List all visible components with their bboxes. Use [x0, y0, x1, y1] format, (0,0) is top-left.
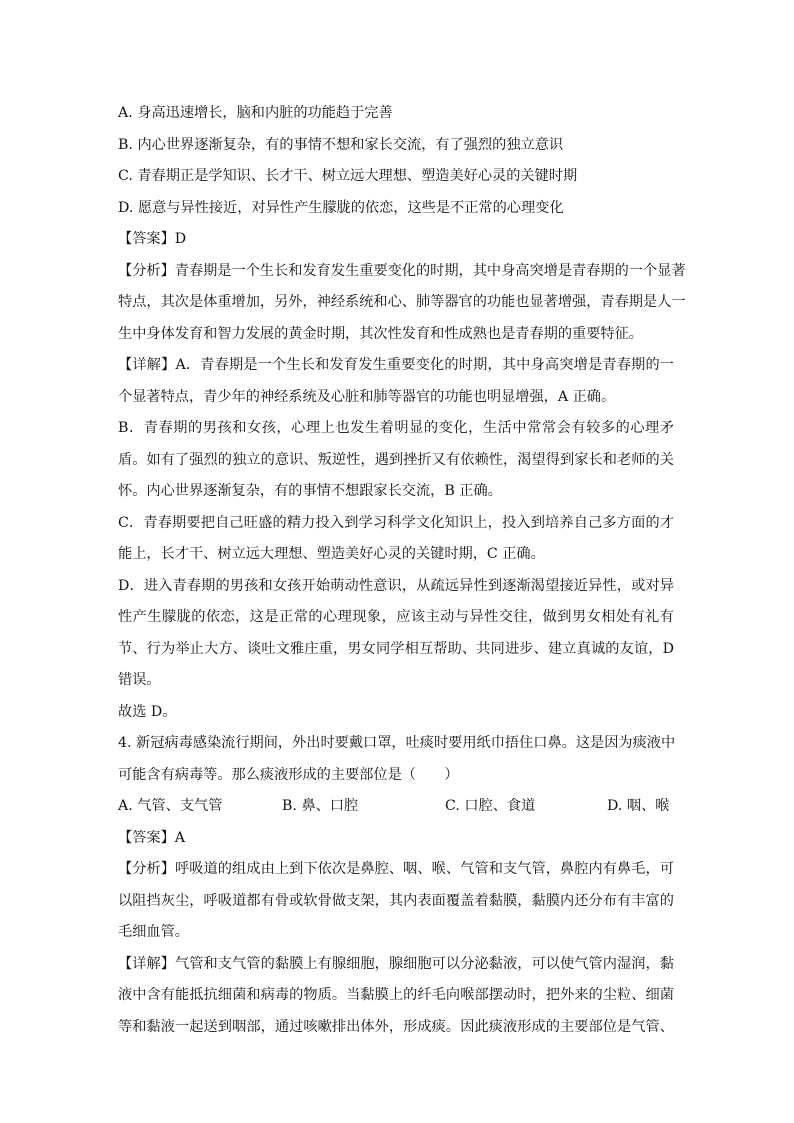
answer-value: A	[174, 830, 186, 846]
q3-conclusion: 故选 D。	[118, 704, 177, 720]
q3-option-b: B. 内心世界逐渐复杂，有的事情不想和家长交流，有了强烈的独立意识	[118, 137, 564, 153]
q4-analysis-line: 以阻挡灰尘，呼吸道都有骨或软骨做支架，其内表面覆盖着黏膜，黏膜内还分布有丰富的	[118, 893, 674, 909]
q4-detail-line: 等和黏液一起送到咽部，通过咳嗽排出体外，形成痰。因此痰液形成的主要部位是气管、	[118, 1019, 674, 1035]
q4-detail-line	[118, 954, 674, 974]
q3-detail-line: C．青春期要把自己旺盛的精力投入到学习科学文化知识上，投入到培养自己多方面的才	[118, 515, 674, 531]
q3-option-a: A. 身高迅速增长，脑和内脏的功能趋于完善	[118, 105, 393, 121]
q4-answer	[118, 828, 185, 848]
q3-detail-line: B．青春期的男孩和女孩，心理上也发生着明显的变化，生活中常常会有较多的心理矛	[118, 420, 674, 436]
q3-detail-line	[118, 355, 674, 375]
q3-answer	[118, 229, 186, 249]
q4-stem-line: 4. 新冠病毒感染流行期间，外出时要戴口罩，吐痰时要用纸巾捂住口鼻。这是因为痰液中	[118, 735, 676, 751]
answer-value: D	[174, 231, 187, 247]
detail-text: 气管和支气管的黏膜上有腺细胞，腺细胞可以分泌黏液，可以使气管内湿润，黏	[175, 956, 674, 972]
detail-label: 【详解】	[118, 357, 176, 373]
q3-detail-line: 盾。如有了强烈的独立的意识、叛逆性，遇到挫折又有依赖性，渴望得到家长和老师的关	[118, 452, 674, 468]
q4-detail-line: 液中含有能抵抗细菌和病毒的物质。当黏膜上的纤毛向喉部摆动时，把外来的尘粒、细菌	[118, 987, 674, 1003]
q3-option-c: C. 青春期正是学知识、长才干、树立远大理想、塑造美好心灵的关键时期	[118, 168, 578, 184]
q3-option-d: D. 愿意与异性接近，对异性产生朦胧的依恋，这些是不正常的心理变化	[118, 200, 564, 216]
answer-label: 【答案】	[118, 830, 175, 846]
answer-label: 【答案】	[118, 231, 175, 247]
detail-label: 【详解】	[118, 956, 176, 972]
q3-detail-line: 节、行为举止大方、谈吐文雅庄重，男女同学相互帮助、共同进步、建立真诚的友谊，D	[118, 641, 674, 657]
q4-option-d: D. 咽、喉	[607, 798, 670, 814]
q4-analysis-line	[118, 859, 674, 879]
q3-detail-line: D．进入青春期的男孩和女孩开始萌动性意识，从疏远异性到逐渐渴望接近异性，或对异	[118, 578, 674, 594]
q4-stem-line: 可能含有病毒等。那么痰液形成的主要部位是（ ）	[118, 767, 459, 783]
analysis-text: 呼吸道的组成由上到下依次是鼻腔、咽、喉、气管和支气管，鼻腔内有鼻毛，可	[175, 861, 674, 877]
q3-detail-line: 能上，长才干、树立远大理想、塑造美好心灵的关键时期，C 正确。	[118, 546, 545, 562]
q3-detail-line: 怀。内心世界逐渐复杂，有的事情不想跟家长交流，B 正确。	[118, 483, 502, 499]
q3-analysis-line: 特点，其次是体重增加，另外，神经系统和心、肺等器官的功能也显著增强，青春期是人一	[118, 294, 686, 310]
q3-analysis-line	[118, 261, 686, 281]
q4-option-c: C. 口腔、食道	[445, 798, 536, 814]
q3-detail-line: 个显著特点，青少年的神经系统及心脏和肺等器官的功能也明显增强，A 正确。	[118, 389, 616, 405]
analysis-label: 【分析】	[118, 861, 176, 877]
analysis-label: 【分析】	[118, 263, 175, 279]
q3-detail-line: 错误。	[118, 672, 161, 688]
detail-text: A．青春期是一个生长和发育发生重要变化的时期，其中身高突增是青春期的一	[175, 357, 674, 373]
q4-option-a: A. 气管、支气管	[118, 798, 223, 814]
q4-analysis-line: 毛细血管。	[118, 924, 189, 940]
analysis-text: 青春期是一个生长和发育发生重要变化的时期，其中身高突增是青春期的一个显著	[174, 263, 686, 279]
q4-option-b: B. 鼻、口腔	[282, 798, 359, 814]
q3-analysis-line: 生中身体发育和智力发展的黄金时期，其次性发育和性成熟也是青春期的重要特征。	[118, 326, 643, 342]
q3-detail-line: 性产生朦胧的依恋，这是正常的心理现象，应该主动与异性交往，做到男女相处有礼有	[118, 609, 674, 625]
